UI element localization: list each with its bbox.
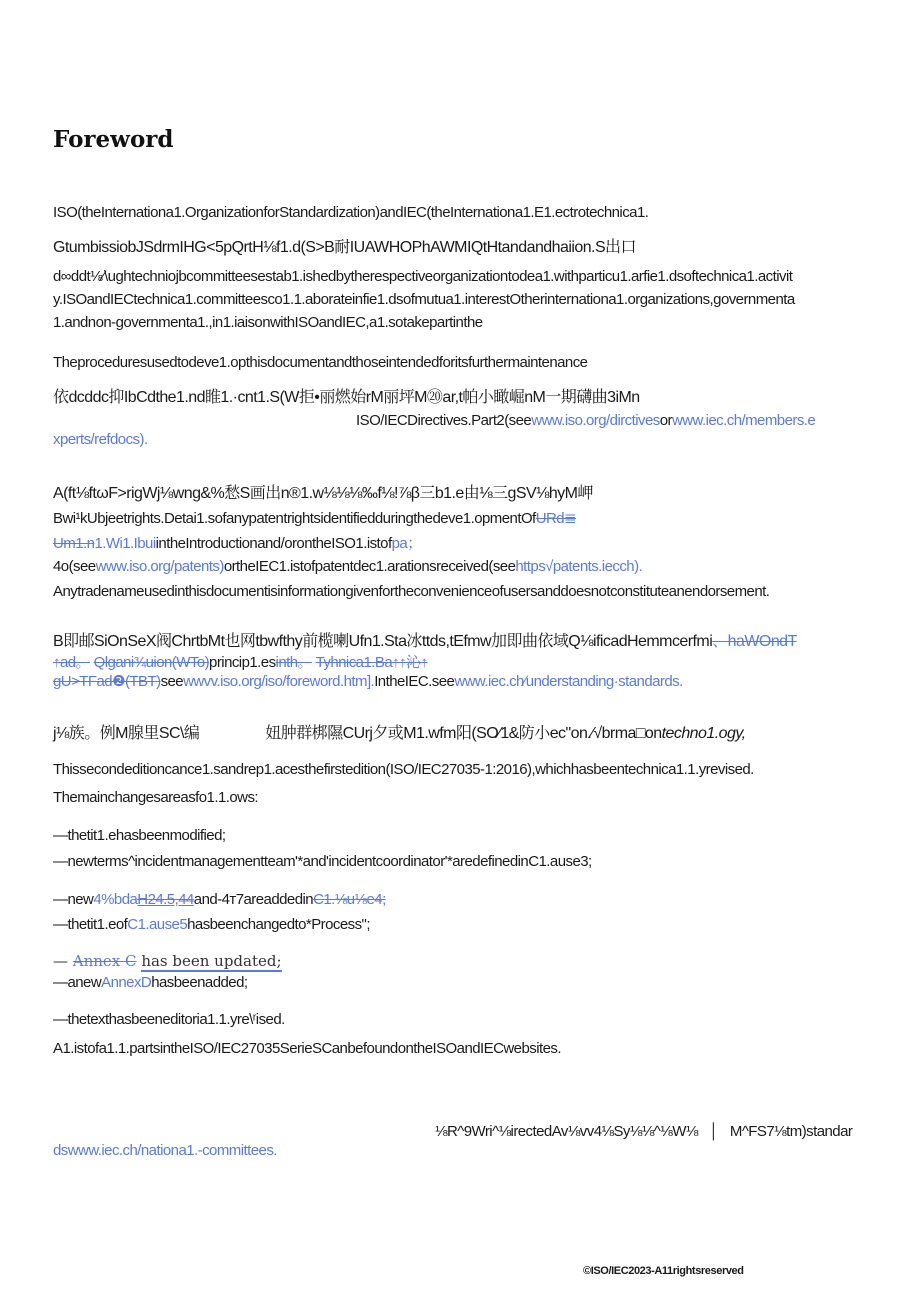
list-text: hasbeenchangedto*Process";	[187, 916, 370, 933]
iec-members-link[interactable]: www.iec.ch/members.e	[671, 412, 816, 429]
paragraph-line: d∞ddt⅛∕\ughtechniojbcommitteesestab1.ishedbytherespectiveorganizationtodea1.withparticu1.arfie1.dsoftechnica1.activit	[53, 268, 793, 285]
list-text: hasbeenadded;	[151, 974, 248, 991]
list-text: has been updated;	[141, 952, 282, 970]
patent-text: ortheIEC1.istofpatentdec1.arationsreceived(see	[223, 558, 516, 575]
paragraph-line: Themainchangesareasfo1.1.ows:	[53, 789, 259, 806]
wto-text: IntheIEC.see	[374, 673, 455, 690]
wto-line	[53, 653, 427, 673]
annex-d-link[interactable]: AnnexD	[101, 974, 152, 991]
iec-standards-link[interactable]: www.iec.ch∕understanding·standards.	[454, 673, 683, 690]
paragraph-line: A(ft⅛ftωF>rigWj⅛wng&%愁S画出n®1.w⅛⅛⅛‰f⅛!⅞β三b1.e由⅛三gSV⅛hyM岬	[53, 485, 593, 502]
list-text: and-4т7areaddedin	[193, 891, 314, 908]
struck-text: gU>TFad❷(TBT)	[53, 673, 161, 690]
annex-c-link[interactable]: Annex C	[72, 952, 137, 970]
clause5-link[interactable]: C1.ause5	[127, 916, 188, 933]
wto-line	[53, 632, 797, 652]
paragraph-line: GtumbissiobJSdrmIHG<5pQrtH⅛f1.d(S>B耐IUAWHOPhAWMIQtHtandandhaiion.S出口	[53, 239, 636, 256]
struck-text: Tyhnica1.Ba↑↑沁↑	[315, 654, 428, 671]
struck-text: 、haWOndT	[712, 633, 797, 650]
wto-text: princip1.es	[209, 654, 276, 671]
paragraph-line: 依dcddc抑IbCdthe1.nd睢1.·cnt1.S(W拒•丽燃始rM丽坪M⑳ar,t帕小瞰崛nM一期礴曲3iMn	[53, 389, 640, 406]
list-item	[53, 890, 386, 910]
list-item	[53, 952, 282, 970]
struck-text: Qlgani¾uion(WTo)	[93, 654, 210, 671]
paragraph-line: Theproceduresusedtodeve1.opthisdocumentandthoseintendedforitsfurthermaintenance	[53, 354, 588, 371]
link-fragment[interactable]: pa；	[391, 535, 422, 552]
directives-text: ISO/IECDirectives.Part2(see	[356, 412, 532, 429]
committee-text: 妞肿群梆隰CUrj夕或M1.wfm阳(SO∕1&防小ec"on.∕√brma□on	[265, 725, 662, 742]
feedback-text: M^FS7⅛tm)standar	[729, 1123, 853, 1140]
patent-line	[53, 557, 642, 577]
committee-line	[53, 724, 745, 744]
struck-text: H24.5,44	[137, 891, 194, 908]
feedback-line	[53, 1141, 277, 1161]
link-fragment[interactable]: ds	[53, 1142, 68, 1159]
patent-text: 4o(see	[53, 558, 96, 575]
directives-line	[356, 411, 815, 431]
or-text: or	[659, 412, 672, 429]
iec-patents-link[interactable]: https√patents.iecch).	[515, 558, 643, 575]
iso-foreword-link[interactable]: wwvv.iso.org/iso/foreword.htm].	[183, 673, 375, 690]
list-item	[53, 915, 370, 935]
paragraph-line: A1.istofa1.1.partsintheISO/IEC27035SerieSCanbefoundontheISOandIECwebsites.	[53, 1040, 561, 1057]
patent-text: intheIntroductionand/orontheISO1.istof	[155, 535, 392, 552]
committee-text: techno1.ogy,	[661, 725, 746, 742]
iso-directives-link[interactable]: www.iso.org/dirctives	[531, 412, 660, 429]
struck-text: Um1.n	[53, 535, 95, 552]
iso-patents-link[interactable]: www.iso.org/patents)	[95, 558, 224, 575]
list-text: —thetit1.eof	[53, 916, 128, 933]
list-item	[53, 973, 248, 993]
list-dash: —	[53, 952, 68, 970]
paragraph-line: y.ISOandIECtechnica1.committeesco1.1.aborateinfie1.dsofmutua1.interestOtherinternationa1.organizations,governmenta	[53, 291, 795, 308]
list-item: —thetit1.ehasbeenmodified;	[53, 827, 226, 844]
struck-text: URd≣	[535, 510, 577, 527]
list-text: —anew	[53, 974, 102, 991]
wto-text: see	[160, 673, 184, 690]
patent-line	[53, 509, 576, 529]
list-item: —newterms^incidentmanagementteam'*and'incidentcoordinator'*aredefinedinC1.ause3;	[53, 853, 592, 870]
patent-line	[53, 534, 422, 554]
wto-text: B即邮SiOnSeX阀ChrtbMt也网tbwfthy前榄喇Ufn1.Sta冰ttds,tEfmw加即曲依域Q⅛ificadHemmcerfmi	[53, 633, 713, 650]
committee-text: j⅛族。例M腺里SC\编	[53, 725, 200, 742]
struck-text: ↑ad。	[53, 654, 90, 671]
paragraph-line: ISO(theInternationa1.OrganizationforStandardization)andIEC(theInternationa1.E1.ectrotechnica1.	[53, 204, 649, 221]
struck-text: C1.⅛u⅛e4;	[313, 891, 386, 908]
paragraph-line: 1.andnon-governmenta1.,in1.iaisonwithISOandIEC,a1.sotakepartinthe	[53, 314, 483, 331]
link-fragment[interactable]: 1.Wi1.Ibui	[94, 535, 156, 552]
paragraph-line: Anytradenameusedinthisdocumentisinformationgivenfortheconvenienceofusersanddoesnotconstituteanendorsement.	[53, 583, 770, 600]
wto-line	[53, 672, 683, 692]
feedback-line	[435, 1122, 852, 1142]
struck-text: inth。	[275, 654, 312, 671]
list-item: —thetexthasbeeneditoria1.1.yre\ʳised.	[53, 1011, 285, 1028]
struck-text: 4%bda	[93, 891, 138, 908]
paragraph-line: Thissecondeditioncance1.sandrep1.acesthefirstedition(ISO/IEC27035-1:2016),whichhasbeentechnica1.1.yrevised.	[53, 761, 754, 778]
separator-bar: │	[709, 1123, 719, 1140]
iec-members-link-continued[interactable]: xperts/refdocs).	[53, 431, 148, 448]
copyright-footer: ©ISO/IEC2023-A11rightsreserved	[583, 1265, 744, 1277]
foreword-heading: Foreword	[53, 126, 174, 153]
iec-national-committees-link[interactable]: www.iec.ch/nationa1.-committees.	[67, 1142, 277, 1159]
patent-text: Bwi¹kUbjeetrights.Detai1.sofanypatentrightsidentifiedduringthedeve1.opmentOf	[53, 510, 536, 527]
list-text: —new	[53, 891, 94, 908]
feedback-text: ⅛R^9Wri^⅛irectedAv⅛vv4⅛Sy⅛⅛^⅛W⅛	[435, 1123, 698, 1140]
